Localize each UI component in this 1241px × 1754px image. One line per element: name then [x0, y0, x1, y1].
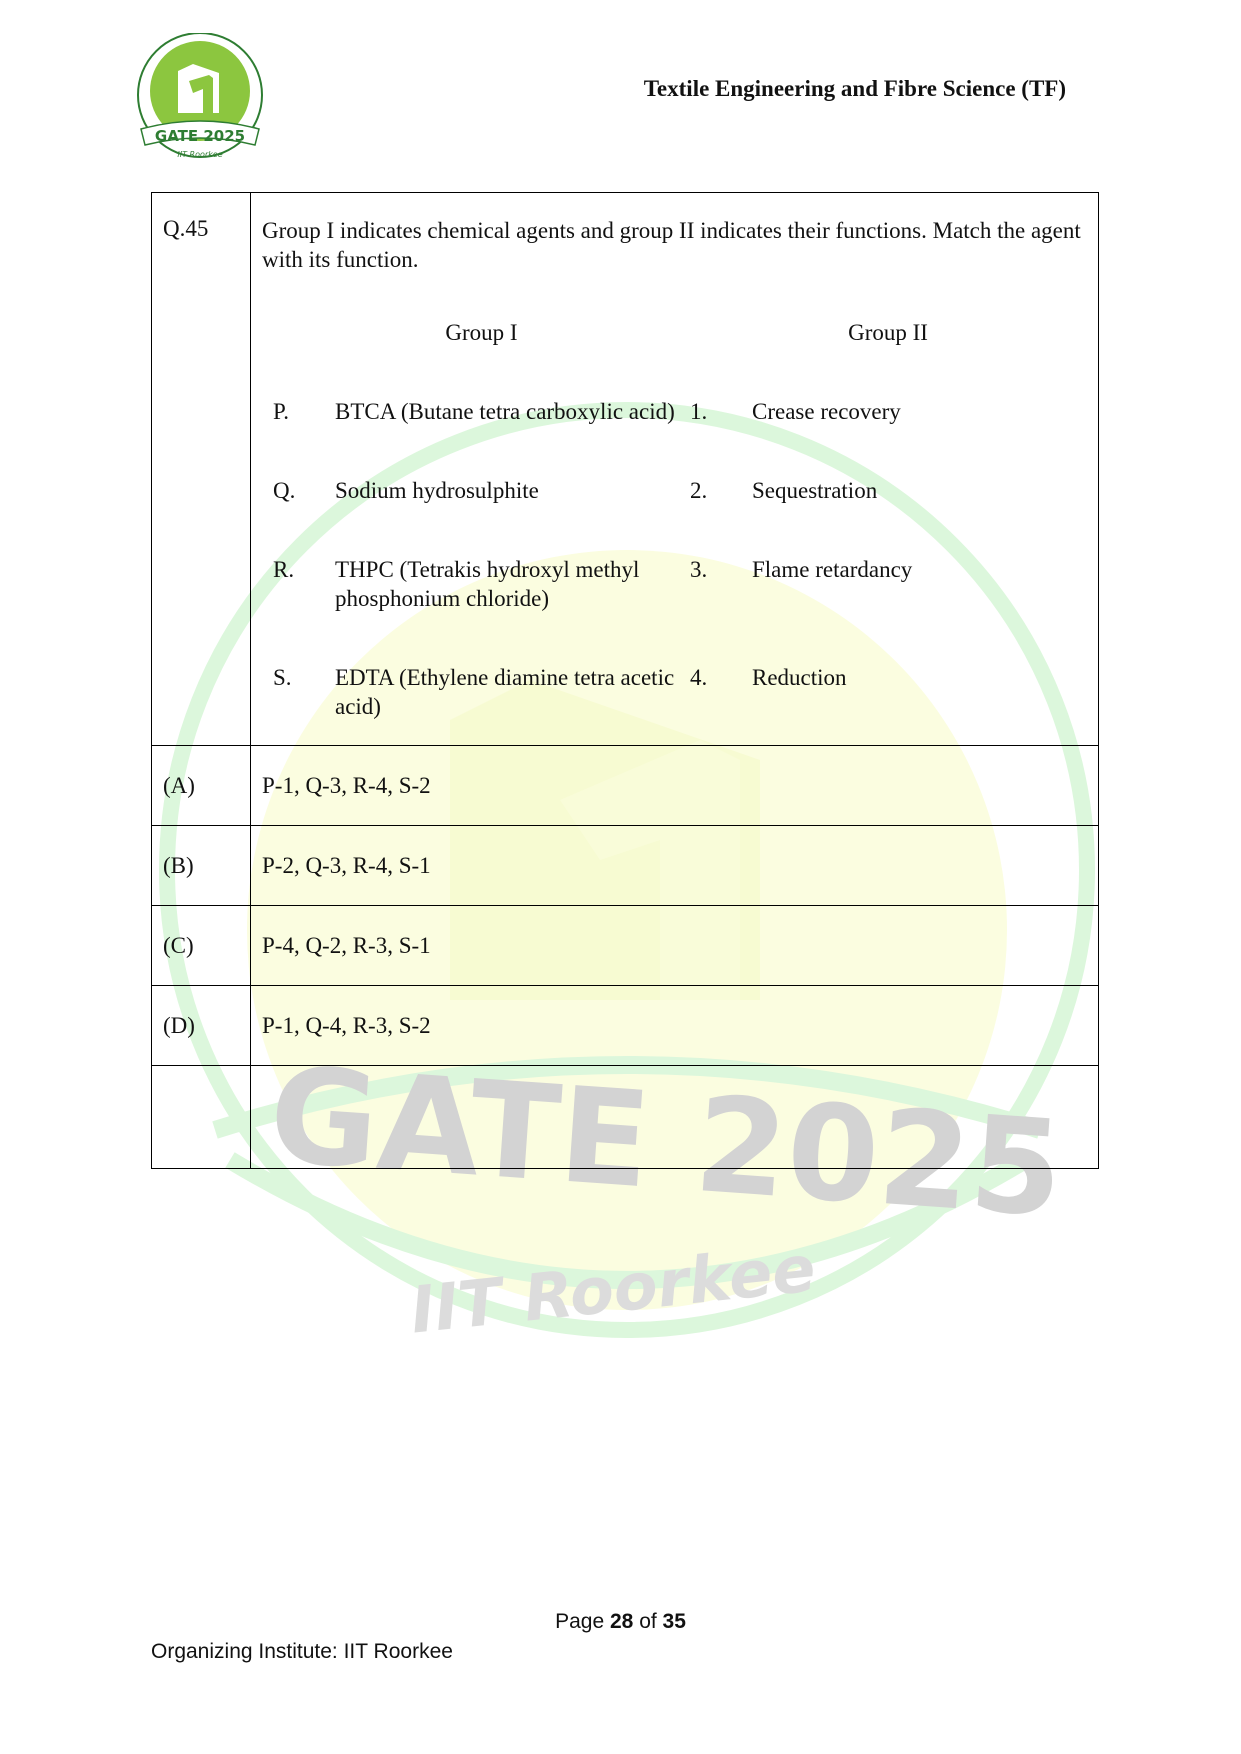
watermark-text: GATE 2025 [264, 1038, 1068, 1248]
option-text: P-1, Q-3, R-4, S-2 [251, 746, 1099, 826]
question-body [251, 193, 1099, 746]
option-row-b [152, 826, 1099, 906]
group1-header: Group I [445, 320, 518, 345]
logo-subtext: IIT Roorkee [177, 150, 223, 159]
pair-right-text: Sequestration [752, 478, 878, 503]
option-row-c [152, 906, 1099, 986]
option-label: (C) [152, 906, 251, 986]
pair-right-text: Crease recovery [752, 399, 901, 424]
option-label: (A) [152, 746, 251, 826]
page-current: 28 [609, 1610, 634, 1633]
option-label: (D) [152, 986, 251, 1066]
exam-paper-title: Textile Engineering and Fibre Science (TF) [643, 76, 1066, 101]
question-row [152, 193, 1099, 746]
organizer-footer: Organizing Institute: IIT Roorkee [151, 1640, 453, 1663]
question-number: Q.45 [152, 193, 251, 746]
watermark-subtext: IIT Roorkee [407, 1232, 819, 1349]
pair-left-text: EDTA (Ethylene diamine tetra acetic acid) [335, 665, 675, 719]
group2-header: Group II [848, 320, 928, 345]
pair-right-label: 4. [690, 665, 708, 690]
pair-right-text: Flame retardancy [752, 557, 913, 582]
option-row-a [152, 746, 1099, 826]
pair-left-label: P. [273, 399, 289, 424]
match-grid [273, 318, 1086, 745]
pair-left-text: BTCA (Butane tetra carboxylic acid) [335, 399, 675, 424]
page-of: of [639, 1610, 657, 1633]
blank-row [152, 1066, 1099, 1169]
pair-right-text: Reduction [752, 665, 847, 690]
option-text: P-1, Q-4, R-3, S-2 [251, 986, 1099, 1066]
page-prefix: Page [555, 1610, 605, 1633]
pair-right-label: 1. [690, 399, 708, 424]
option-text: P-4, Q-2, R-3, S-1 [251, 906, 1099, 986]
pair-right-label: 2. [690, 478, 708, 503]
page-number [0, 1610, 1241, 1634]
option-row-d [152, 986, 1099, 1066]
pair-left-text: Sodium hydrosulphite [335, 478, 539, 503]
option-text: P-2, Q-3, R-4, S-1 [251, 826, 1099, 906]
question-table [151, 192, 1099, 1169]
gate-logo [133, 33, 267, 167]
pair-left-label: S. [273, 665, 292, 690]
pair-left-label: Q. [273, 478, 296, 503]
pair-right-label: 3. [690, 557, 708, 582]
logo-text: GATE 2025 [154, 127, 246, 145]
option-label: (B) [152, 826, 251, 906]
question-text: Group I indicates chemical agents and group II indicates their functions. Match the agent with its function. [262, 218, 1081, 272]
pair-left-text: THPC (Tetrakis hydroxyl methyl phosphonium chloride) [335, 557, 640, 611]
pair-left-label: R. [273, 557, 295, 582]
page-total: 35 [662, 1610, 686, 1633]
